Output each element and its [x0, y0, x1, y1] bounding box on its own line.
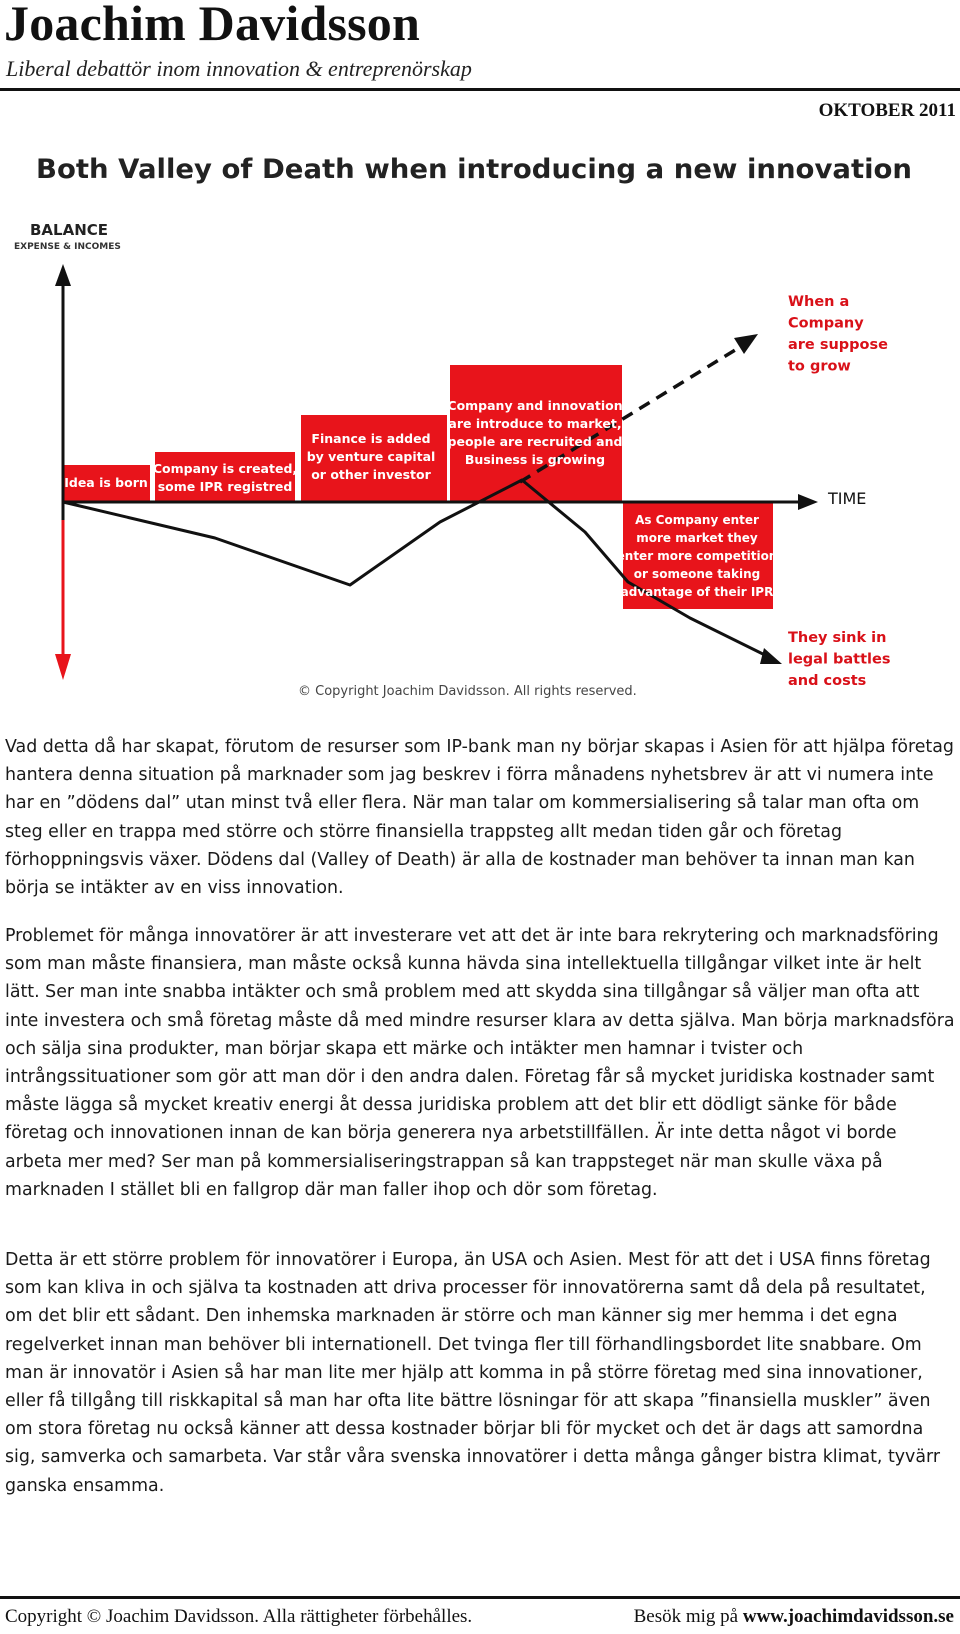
y-axis-sublabel: EXPENSE & INCOMES [14, 242, 121, 252]
valley-of-death-diagram [0, 140, 960, 740]
paragraph-2: Problemet för många innovatörer är att investerare vet att det är inte bara rekrytering och marknadsföring som man måste finansiera, man måste också kunna hävda sina intellektuella tillgångar vilket inte är helt lätt. Ser man inte snabba intäkter och små problem med att skydda sina tillgångar så väljer man ofta att inte investera och små företag måste då med mindre resurser klara av detta själva. Man börja marknadsföra och sälja sina produkter, man börjar skapa ett märke och intäkter men hamnar i tvister och intrångssituationer som gör att man dör i den andra dalen. Företag får så mycket juridiska kostnader samt måste lägga så mycket kreativ energi åt dessa juridiska problem att det blir ett dödligt sänke för både företag och innovationen innan de kan börja generera nya arbetstillfällen. Är inte detta något vi borde arbeta mer med? Ser man på kommersialiseringstrappan så kan trappsteget när man skulle växa på marknaden I stället bli en fallgrop där man faller ihop och dör som företag. [5, 926, 955, 1200]
page-footer [0, 1596, 960, 1634]
dip-box-label-line: more market they [636, 531, 758, 545]
sink-note-line: They sink in [788, 630, 887, 646]
stage-label-idea-line: Idea is born [64, 475, 148, 490]
grow-note-line: to grow [788, 358, 851, 375]
stage-label-company-created-line: some IPR registred [157, 479, 293, 494]
stage-label-finance-added-line: by venture capital [306, 449, 436, 464]
stage-label-market-intro-line: are introduce to market, [448, 416, 622, 431]
paragraph-1: Vad detta då har skapat, förutom de resurser som IP-bank man ny börjar skapas i Asien för att hjälpa företag hantera denna situation på marknader som jag beskrev i förra månadens nyhetsbrev är att vi numera inte har en ”dödens dal” utan minst två eller flera. När man talar om kommersialisering så talar man ofta om steg eller en trappa med större och större finansiella trappsteg allt medan tiden går och företag förhoppningsvis växer. Dödens dal (Valley of Death) är alla de kostnader man behöver ta innan man kan börja se intäkter av en viss innovation. [5, 737, 954, 899]
author-tagline: Liberal debattör inom innovation & entreprenörskap [6, 56, 472, 81]
stage-label-finance-added-line: or other investor [311, 467, 431, 482]
stage-box-company-created [152, 452, 298, 502]
page-header [0, 0, 960, 92]
stage-label-market-intro-line: Business is growing [464, 452, 606, 467]
dip-box-label-line: enter more competition [616, 549, 778, 563]
expense-axis-arrowhead [55, 654, 71, 680]
balance-axis-arrowhead [55, 264, 71, 286]
stage-label-finance-added-line: Finance is added [311, 431, 431, 446]
figure-copyright: © Copyright Joachim Davidsson. All rights reserved. [298, 684, 637, 699]
sink-note-line: and costs [788, 673, 867, 689]
growth-arrowhead [734, 334, 758, 354]
footer-copyright: Copyright © Joachim Davidsson. Alla rättigheter förbehålles. [5, 1606, 473, 1627]
sink-arrowhead [760, 648, 782, 664]
grow-note-line: When a [788, 294, 850, 310]
header-rule [0, 88, 960, 91]
dip-box-label-line: advantage of their IPR [620, 585, 774, 599]
time-axis-arrowhead [798, 494, 818, 510]
stage-label-market-intro-line: Company and innovation [447, 398, 623, 413]
footer-visit-prefix: Besök mig på [633, 1606, 739, 1627]
y-axis-label: BALANCE [30, 221, 109, 239]
footer-website-link[interactable]: www.joachimdavidsson.se [742, 1606, 954, 1627]
footer-visit [634, 1606, 954, 1628]
dip-box-label-line: or someone taking [633, 567, 761, 581]
issue-date: OKTOBER 2011 [818, 100, 956, 121]
figure-title: Both Valley of Death when introducing a new innovation [36, 154, 912, 185]
grow-note-line: are suppose [788, 337, 888, 353]
dip-box-label-line: As Company enter [635, 513, 759, 527]
paragraph-3: Detta är ett större problem för innovatörer i Europa, än USA och Asien. Mest för att det i USA finns företag som kan kliva in och själva ta kostnaden att driva processer för innovatörerna samt då dela på resultatet, om det blir ett sådant. Den inhemska marknaden är större och man känner sig mer hemma i det egna regelverket innan man behöver bli internationell. Det tvinga fler till förhandlingsbordet lite snabbare. Om man är innovatör i Asien så har man lite mer hjälp att komma in på större företag med sina innovationer, eller få tillgång till riskkapital så man har ofta lite bättre lösningar för att skapa ”finansiella muskler” även om stora företag nu också känner att dessa kostnader börjar bli för mycket och det är dags att samordna sig, samverka och samarbeta. Var står våra svenska innovatörer i detta många gånger bistra klimat, tyvärr ganska ensamma. [5, 1250, 940, 1496]
time-axis-label: TIME [828, 489, 867, 508]
stage-label-company-created-line: Company is created, [152, 461, 298, 476]
sink-note-line: legal battles [788, 651, 891, 668]
author-name-title: Joachim Davidsson [4, 0, 420, 51]
stage-label-market-intro-line: people are recruited and [447, 434, 623, 449]
valley-of-death-figure [0, 140, 960, 740]
grow-note-line: Company [788, 315, 864, 332]
